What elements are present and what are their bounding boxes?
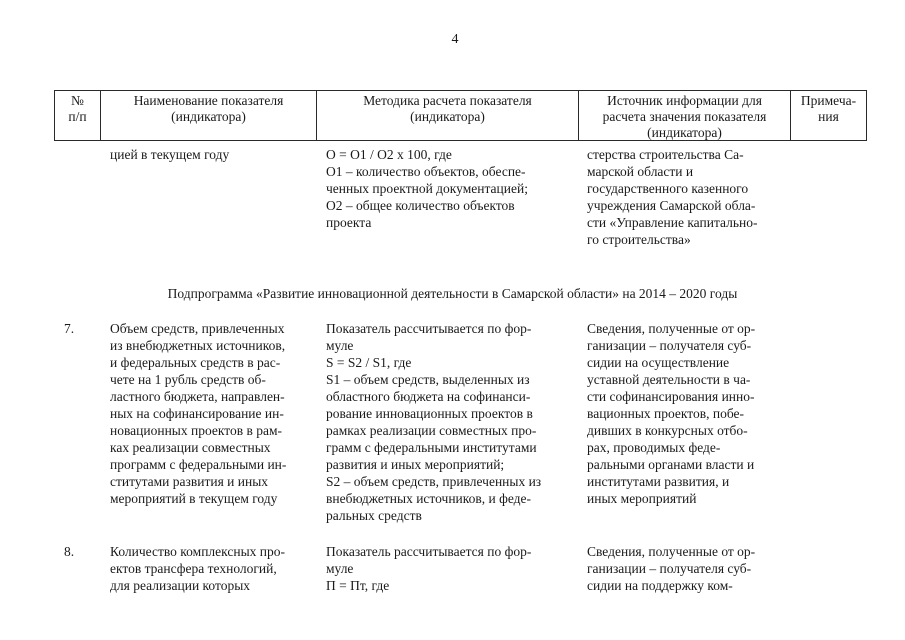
row-7-method: Показатель рассчитывается по фор- муле S = S2 / S1, где S1 – объем средств, выделенных из областного бюджета на софинанси- рование инновационных проектов в рамках реализации совместных про- грамм с федеральными институтами развития и иных мероприятий; S2 – объем средств, привлеченных из внебюджетных источников, и феде- ральных средств (326, 321, 542, 523)
row-7-source: Сведения, полученные от ор- ганизации – получателя суб- сидии на осуществление уставной деятельности в ча- сти софинансирования инно- вационных проектов, побе- дивших в конкурсных отбо- рах, проводимых феде- ральными органами власти и институтами развития, и иных мероприятий (587, 321, 756, 506)
continuation-method: О = О1 / О2 x 100, где О1 – количество объектов, обеспе- ченных проектной документацией; О2 – общее количество объектов проекта (326, 147, 528, 230)
header-divider (866, 90, 867, 141)
header-col-source: Источник информации для расчета значения показателя (индикатора) (602, 93, 767, 140)
continuation-source: стерства строительства Са- марской области и государственного казенного учреждения Самарской обла- сти «Управление капитально- го строительства» (587, 147, 758, 247)
header-col-method: Методика расчета показателя (индикатора) (363, 93, 532, 124)
continuation-name: цией в текущем году (110, 147, 230, 162)
row-8-number: 8. (64, 544, 75, 559)
header-col-number: № п/п (68, 93, 87, 124)
row-7-number: 7. (64, 321, 75, 336)
row-8-name: Количество комплексных про- ектов трансфера технологий, для реализации которых (110, 544, 285, 593)
header-col-note: Примеча- ния (800, 93, 857, 124)
header-top-border (54, 90, 867, 91)
row-8-method: Показатель рассчитывается по фор- муле П = Пт, где (326, 544, 532, 593)
row-8-source: Сведения, полученные от ор- ганизации – получателя суб- сидии на поддержку ком- (587, 544, 756, 593)
header-col-name: Наименование показателя (индикатора) (133, 93, 284, 124)
subprogram-title: Подпрограмма «Развитие инновационной деятельности в Самарской области» на 2014 – 2020 годы (167, 286, 738, 301)
row-7-name: Объем средств, привлеченных из внебюджетных источников, и федеральных средств в рас- чете на 1 рубль средств об- ластного бюджета, направлен- ных на софинансирование ин- новационных проектов в рам- ках реализации совместных программ с федеральными ин- ститутами развития и иных мероприятий в текущем году (110, 321, 287, 506)
page-number: 4 (451, 32, 459, 47)
